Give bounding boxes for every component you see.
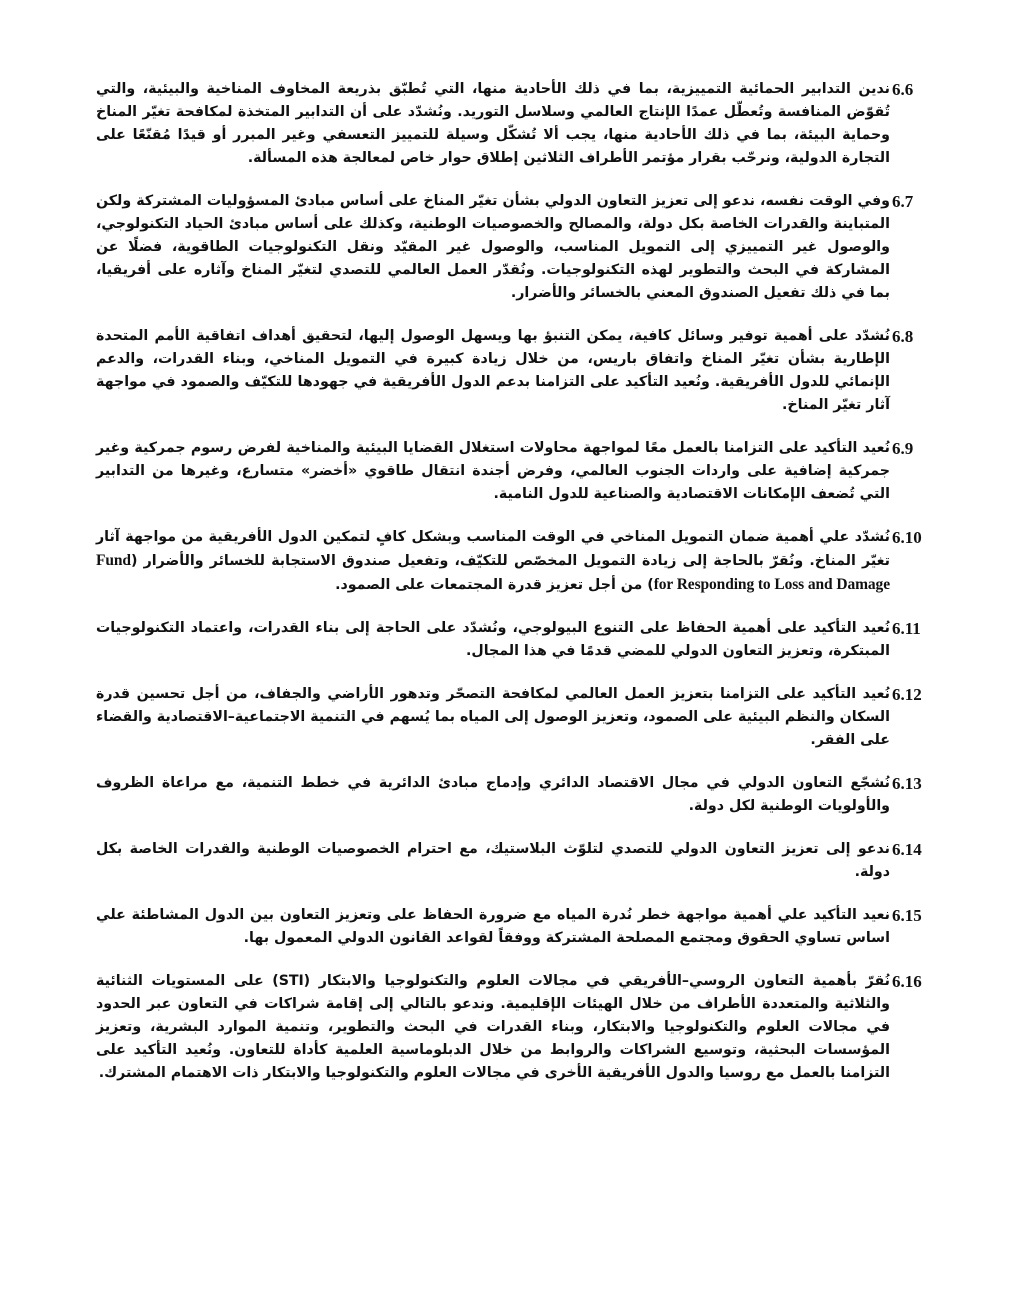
- paragraph-number: 6.6: [892, 80, 914, 99]
- paragraph-6-8: [96, 325, 926, 417]
- paragraph-number: 6.7: [892, 192, 914, 211]
- paragraph-6-14: [96, 838, 926, 884]
- document-page: [96, 78, 926, 1105]
- paragraph-number: 6.9: [892, 439, 914, 458]
- paragraph-text: نُشدّد على أهمية توفير وسائل كافية، يمكن التنبؤ بها ويسهل الوصول إليها، لتحقيق أهداف اتفاقية الأمم المتحدة الإطارية بشأن تغيّر المناخ واتفاق باريس، من خلال زيادة كبيرة في التمويل المناخي، وبناء القدرات، والدعم الإنمائي للدول الأفريقية. ونُعيد التأكيد على التزامنا بدعم الدول الأفريقية في جهودها للتكيّف والصمود في مواجهة آثار تغيّر المناخ.: [96, 328, 890, 413]
- paragraph-6-15: [96, 904, 926, 950]
- paragraph-6-12: [96, 683, 926, 752]
- paragraph-6-16: [96, 970, 926, 1085]
- paragraph-number: 6.15: [892, 906, 922, 925]
- paragraph-number: 6.14: [892, 840, 922, 859]
- paragraph-text: نُشجّع التعاون الدولي في مجال الاقتصاد الدائري وإدماج مبادئ الدائرية في خطط التنمية، مع مراعاة الظروف والأولويات الوطنية لكل دولة.: [96, 775, 890, 814]
- paragraph-text: نعيد التأكيد علي أهمية مواجهة خطر نُدرة المياه مع ضرورة الحفاظ على وتعزيز التعاون بين الدول المشاطئة علي اساس تساوي الحقوق ومجتمع المصلحة المشتركة ووفقاً لقواعد القانون الدولي المعمول بها.: [96, 907, 890, 946]
- paragraph-6-6: [96, 78, 926, 170]
- paragraph-6-11: [96, 617, 926, 663]
- paragraph-6-13: [96, 772, 926, 818]
- paragraph-number: 6.13: [892, 774, 922, 793]
- paragraph-number: 6.16: [892, 972, 922, 991]
- paragraph-text: نُعيد التأكيد على أهمية الحفاظ على التنوع البيولوجي، ونُشدّد على الحاجة إلى بناء القدرات، واعتماد التكنولوجيات المبتكرة، وتعزيز التعاون الدولي للمضي قدمًا في هذا المجال.: [96, 620, 890, 659]
- paragraph-text: نُعيد التأكيد على التزامنا بتعزيز العمل العالمي لمكافحة التصحّر وتدهور الأراضي والجفاف، من أجل تحسين قدرة السكان والنظم البيئية على الصمود، وتعزيز الوصول إلى المياه بما يُسهم في التنمية الاجتماعية–الاقتصادية والقضاء على الفقر.: [96, 686, 890, 748]
- paragraph-6-9: [96, 437, 926, 506]
- paragraph-number: 6.12: [892, 685, 922, 704]
- paragraph-text: ندعو إلى تعزيز التعاون الدولي للتصدي لتلوّث البلاستيك، مع احترام الخصوصيات الوطنية والقدرات الخاصة بكل دولة.: [96, 841, 890, 880]
- paragraph-text: نُعيد التأكيد على التزامنا بالعمل معًا لمواجهة محاولات استغلال القضايا البيئية والمناخية لفرض رسوم جمركية وغير جمركية إضافية على واردات الجنوب العالمي، وفرض أجندة انتقال طاقوي «أخضر» متسارع، وغيرها من التدابير التي تُضعف الإمكانات الاقتصادية والصناعية للدول النامية.: [96, 440, 890, 502]
- paragraph-text-arabic-before: نُشدّد علي أهمية ضمان التمويل المناخي في الوقت المناسب وبشكل كافٍ لتمكين الدول الأفريقية من مواجهة آثار تغيّر المناخ. ونُقرّ بالحاجة إلى زيادة التمويل المخصّص للتكيّف، وتفعيل صندوق الاستجابة للخسائر والأضرار (: [96, 529, 890, 569]
- paragraph-text-latin-fund-name: Fund for Responding to Loss and Damage: [96, 552, 890, 593]
- paragraph-number: 6.8: [892, 327, 914, 346]
- paragraph-number: 6.11: [892, 619, 921, 638]
- paragraph-text: وفي الوقت نفسه، ندعو إلى تعزيز التعاون الدولي بشأن تغيّر المناخ على أساس مبادئ المسؤوليات المشتركة ولكن المتباينة والقدرات الخاصة بكل دولة، والمصالح والخصوصيات الوطنية، وكذلك على أساس مبادئ الحياد التكنولوجي، والوصول غير التمييزي إلى التمويل المناسب، والوصول غير المقيّد ونقل التكنولوجيات الطاقوية، فضلًا عن المشاركة في البحث والتطوير لهذه التكنولوجيات. ونُقدّر العمل العالمي للتصدي لتغيّر المناخ وآثاره على أفريقيا، بما في ذلك تفعيل الصندوق المعني بالخسائر والأضرار.: [96, 193, 890, 301]
- paragraph-text: [96, 526, 890, 597]
- paragraph-6-10: [96, 526, 926, 597]
- paragraph-6-7: [96, 190, 926, 305]
- paragraph-text-arabic-after: ) من أجل تعزيز قدرة المجتمعات على الصمود.: [335, 577, 654, 593]
- paragraph-text: ندين التدابير الحمائية التمييزية، بما في ذلك الأحادية منها، التي تُطبّق بذريعة المخاوف المناخية والبيئية، والتي تُقوّض المنافسة وتُعطّل عمدًا الإنتاج العالمي وسلاسل التوريد. ونُشدّد على أن التدابير المتخذة لمكافحة تغيّر المناخ وحماية البيئة، بما في ذلك الأحادية منها، يجب ألا تُشكّل وسيلة للتمييز التعسفي وغير المبرر أو قيدًا مُقنّعًا على التجارة الدولية، ونرحّب بقرار مؤتمر الأطراف الثلاثين إطلاق حوار خاص لمعالجة هذه المسألة.: [96, 81, 890, 166]
- paragraph-text: نُقرّ بأهمية التعاون الروسي–الأفريقي في مجالات العلوم والتكنولوجيا والابتكار (STI) على المستويات الثنائية والثلاثية والمتعددة الأطراف من خلال الهيئات الإقليمية. وندعو بالتالي إلى إقامة شراكات في التعاون عبر الحدود في مجالات العلوم والتكنولوجيا والابتكار، وبناء القدرات في البحث والتطوير، وتنمية الموارد البشرية، وتعزيز المؤسسات البحثية، وتوسيع الشراكات والروابط من خلال الدبلوماسية العلمية كأداة للتعاون. ونُعيد التأكيد على التزامنا بالعمل مع روسيا والدول الأفريقية الأخرى في مجالات العلوم والتكنولوجيا والابتكار ذات الاهتمام المشترك.: [96, 973, 891, 1081]
- paragraph-number: 6.10: [892, 528, 922, 547]
